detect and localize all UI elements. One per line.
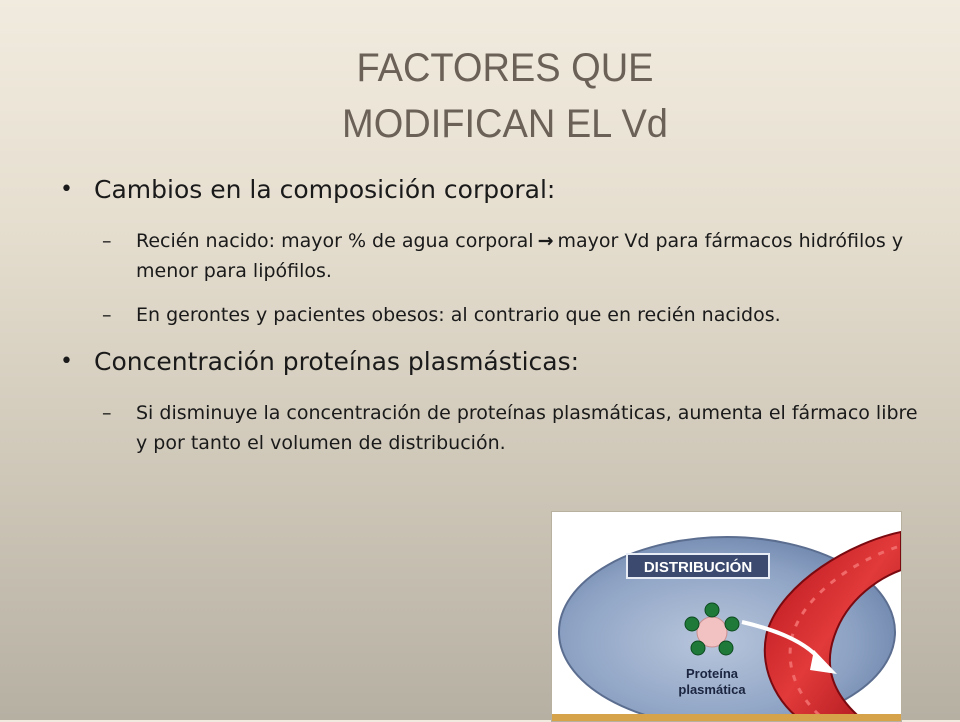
caption-line-1: Proteína (685, 666, 739, 681)
dash-icon: – (102, 304, 112, 326)
bullet-dot-icon: • (60, 349, 73, 374)
dash-icon: – (102, 230, 112, 252)
caption-line-2: plasmática (678, 682, 746, 697)
sub-bullet-newborn (60, 226, 920, 286)
bullet-composition (60, 172, 920, 208)
slide-content (60, 172, 920, 472)
drug-molecule (725, 617, 739, 631)
sub-bullet-text-after: mayor Vd para fármacos hidrófilos y menor para lipófilos. (136, 230, 904, 282)
drug-molecule (691, 641, 705, 655)
sub-bullet-elderly (60, 300, 920, 330)
drug-molecule (685, 617, 699, 631)
bullet-text: Cambios en la composición corporal: (94, 175, 556, 204)
distribution-illustration (551, 511, 902, 722)
sub-bullet-text: En gerontes y pacientes obesos: al contrario que en recién nacidos. (136, 304, 781, 326)
drug-molecule (705, 603, 719, 617)
right-arrow-icon: → (537, 230, 554, 252)
slide-title (25, 40, 960, 152)
sub-bullet-text-before: Recién nacido: mayor % de agua corporal (136, 230, 534, 252)
title-line-2: MODIFICAN EL Vd (342, 102, 668, 146)
drug-molecule (719, 641, 733, 655)
bullet-dot-icon: • (60, 177, 73, 202)
bullet-text: Concentración proteínas plasmásticas: (94, 347, 580, 376)
sub-bullet-proteins (60, 398, 920, 458)
dash-icon: – (102, 402, 112, 424)
sub-bullet-text: Si disminuye la concentración de proteínas plasmáticas, aumenta el fármaco libre y por tanto el volumen de distribución. (136, 402, 918, 454)
title-line-1: FACTORES QUE (356, 46, 654, 90)
distribution-diagram (552, 512, 901, 721)
label-text: DISTRIBUCIÓN (643, 559, 753, 576)
bullet-proteins (60, 344, 920, 380)
